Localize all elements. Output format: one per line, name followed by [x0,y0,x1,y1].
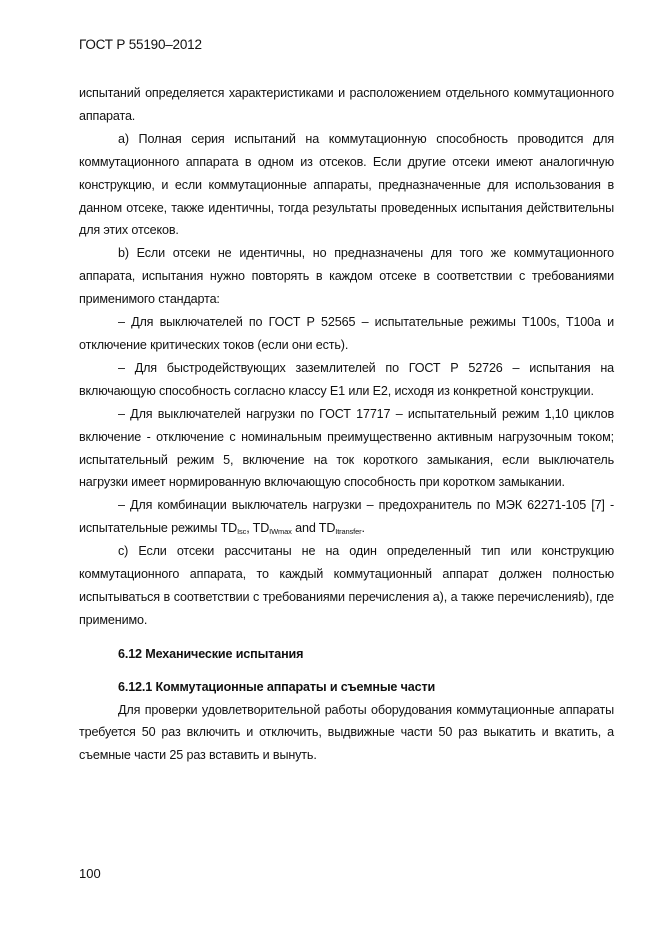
paragraph-mechanical-tests: Для проверки удовлетворительной работы оборудования коммутационные аппараты требуется 50 раз включить и отключить, выдвижные части 50 раз выкатить и вкатить, а съемные части 25 раз вставить и вынуть. [79,702,614,763]
paragraph-item-b: b) Если отсеки не идентичны, но предназначены для того же коммутационного аппарата, испытания нужно повторять в каждом отсеке в соответствии с требованиями применимого стандарта: [79,246,614,307]
paragraph-switch-fuse [79,494,614,540]
document-body [79,82,614,767]
section-heading: 6.12 Механические испытания [118,646,304,661]
page-header: ГОСТ Р 55190–2012 [79,37,202,52]
subsection-heading: 6.12.1 Коммутационные аппараты и съемные части [118,679,436,694]
text-segment: , TD [246,521,270,536]
text-segment: . [361,521,365,536]
paragraph-circuit-breakers: – Для выключателей по ГОСТ Р 52565 – испытательные режимы Т100s, Т100a и отключение критических токов (если они есть). [79,315,614,352]
paragraph-earthing-switches: – Для быстродействующих заземлителей по ГОСТ Р 52726 – испытания на включающую способность согласно классу Е1 или Е2, исходя из конкретной конструкции. [79,360,614,398]
paragraph-load-switches: – Для выключателей нагрузки по ГОСТ 17717 – испытательный режим 1,10 циклов включение - отключение с номинальным преимущественно активным нагрузочным током; испытательный режим 5, включение на ток короткого замыкания, если выключатель нагрузки имеет нормированную включающую способность при коротком замыкании. [79,406,614,490]
subscript: IWmax [269,527,292,537]
paragraph-continuation: испытаний определяется характеристиками и расположением отдельного коммутационного аппарата. [79,86,614,123]
text-segment: and TD [291,521,336,536]
paragraph-item-a: a) Полная серия испытаний на коммутационную способность проводится для коммутационного аппарата в одном из отсеков. Если другие отсеки имеют аналогичную конструкцию, и если коммутационные аппараты, предназначенные для использования в данном отсеке, также идентичны, тогда результаты проведенных испытания действительны для этих отсеков. [79,131,614,238]
paragraph-item-c: c) Если отсеки рассчитаны не на один определенный тип или конструкцию коммутационного аппарата, то каждый коммутационный аппарат должен полностью испытываться в соответствии с требованиями перечисления а), а также перечисленияb), где применимо. [79,544,614,627]
page-number: 100 [79,866,101,881]
subscript: Itransfer [335,527,362,537]
text-segment: – Для комбинации выключатель нагрузки – предохранитель по МЭК 62271-105 [7] - испытательные режимы TD [79,498,614,536]
subscript: Isc [237,527,247,537]
